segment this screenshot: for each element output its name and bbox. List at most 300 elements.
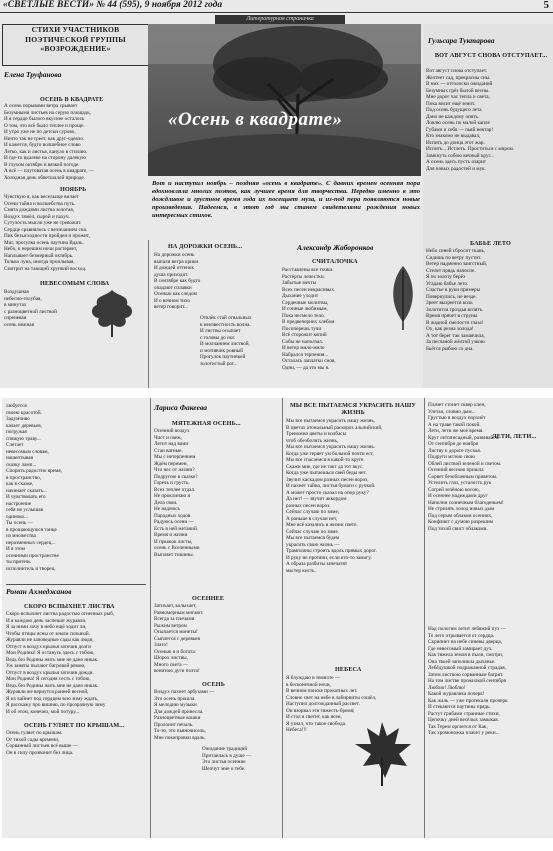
text-line: Не надеюсь (154, 506, 180, 512)
text-line: Ничто так не греет, как друг-одеяло. (4, 135, 85, 142)
text-line: А тот берег так замаячила, (426, 332, 485, 339)
text-line: Испить до донца этот жар. (426, 139, 485, 146)
text-line: О том, что всё было теплее и проще. (4, 122, 85, 129)
text-line: Замкнуть собою вечный круг... (426, 152, 494, 159)
text-line: От тихой сады времени, (6, 736, 60, 743)
text-line: Да нет! — звучит аккордом (286, 496, 347, 502)
text-line: Так Терем оргается от Как, (428, 723, 488, 730)
text-line: нашептывая (6, 455, 33, 461)
text-line: Ожидание традиций (202, 746, 248, 752)
text-line: Сутулость мысли уже не тревожит. (4, 220, 82, 226)
text-line: осень с Вселенными (154, 545, 200, 551)
text-line: Это осень прошла. (154, 695, 196, 702)
text-line: Выпляет тишины. (154, 551, 194, 558)
text-line: Небо синей сбросит ткань, (426, 248, 486, 254)
text-line: Летит над вами (154, 441, 189, 447)
text-line: И стал я светит, как ясен, (286, 714, 342, 720)
text-line: Осталась заплатки снов, (282, 358, 336, 364)
text-line: Сердце сравнялось с величанием сна. (4, 226, 88, 233)
group-title-line-2: ПОЭТИЧЕСКОЙ ГРУППЫ (25, 34, 126, 44)
text-line: Чтобы птицы ясны от земли сильный. (6, 630, 90, 637)
bottom-sheet (2, 398, 553, 838)
text-line: А образа разбиты запечатят (286, 561, 348, 567)
text-line: И сонные любимым, (282, 306, 328, 312)
text-line: Холодная день обветшалой природе. (4, 174, 85, 181)
text-line: Всё сторожит копий (282, 332, 327, 338)
author-trufanova: Елена Труфанова (4, 70, 62, 79)
text-line: Когда уже пытаешься свей беды нет. (286, 470, 367, 476)
text-line: Я мелодию музыки (154, 702, 197, 708)
text-line: Мы с нетерпением (154, 454, 196, 460)
text-line: Сидишь по ветру пустит. (426, 254, 482, 261)
poem-text-1 (4, 103, 146, 181)
text-line: в бесконечной ночи, (286, 681, 331, 688)
text-line: Уж заняты пылают багровой рекою, (6, 663, 86, 669)
text-line: ветер говорит... (154, 304, 188, 310)
text-line: Конфликт с думою разрешим (428, 519, 493, 525)
text-line: В сентябре как будто (154, 278, 201, 284)
text-line: И я каждою день заспешат журавли. (6, 617, 87, 624)
text-line: Сердечные молитвы, (282, 299, 329, 306)
text-line: душа приходит. (154, 271, 189, 278)
text-line: в минутах (4, 302, 27, 308)
text-line: Какой журавлика почерк! (428, 691, 485, 697)
text-line: Пока несмело тело. (282, 312, 326, 319)
poem-text-13 (154, 603, 274, 675)
text-line: как в сказке, (6, 481, 34, 487)
text-line: сказку ламп... (6, 461, 37, 468)
text-line: Кто знакомо не выдавал, (426, 133, 481, 139)
text-line: Посоперешь тучи (282, 325, 322, 332)
text-line: Ждём перемен, (154, 460, 188, 467)
text-line: Как тяжела земля в пыли, смотри, (428, 652, 504, 658)
text-line: погружая (6, 429, 27, 435)
text-line: Равномерным мигают. (154, 609, 204, 616)
text-line: Сорвет безоблачным приветом. (428, 473, 498, 480)
text-line: И пахнет тайна, листья бумаги с ручкой. (286, 483, 376, 489)
text-line: Я блуждаю в темноте — (286, 675, 341, 681)
poem-title-schitalochka: СЧИТАЛОЧКА (312, 258, 358, 265)
text-line: Облей листвой зеленой и светом. (428, 460, 502, 467)
text-line: И молчанием листвой, (200, 341, 250, 347)
text-line: На дорожки осень (154, 252, 195, 258)
text-line: И я этом (6, 546, 25, 552)
poem-text-10 (6, 611, 148, 715)
text-line: разных песен вороз. (286, 502, 331, 509)
text-line: мастер кисть. (286, 567, 316, 574)
poem-title-nevesomym: НЕВЕСОМЫМ СЛОВА (40, 280, 110, 287)
poem-title-osen: ОСЕНЬ (202, 681, 225, 688)
divider (6, 584, 146, 585)
text-line: Всех песен некрасивых. (282, 286, 336, 293)
text-line: Я узнал, что такое свобода. (286, 720, 347, 727)
text-line: Счастье в руки примеры (426, 287, 481, 293)
text-line: Что нес от жизни? (154, 467, 195, 473)
text-line: золотистый рог... (200, 360, 238, 367)
text-line: в прощающуюся танце (6, 526, 57, 533)
text-line: себя не услышав (6, 507, 43, 513)
text-line: Смята дождями листва золотая, (4, 207, 75, 213)
text-line: исполнитель и творец. (6, 565, 56, 572)
group-title-line-1: СТИХИ УЧАСТНИКОВ (31, 25, 120, 34)
text-line: Наплывает безмерный октябрь. (4, 252, 74, 259)
author-zhaboronkov: Александр Жаборонков (297, 243, 374, 252)
text-line: Парадных ходов. (154, 512, 192, 519)
poem-text-19 (428, 626, 552, 737)
text-line: Для новых радостей и мук. (426, 165, 486, 172)
poem-text-2 (4, 194, 146, 272)
text-line: А всё — плутоватая осень в квадрате, — (4, 168, 94, 174)
author-akhmedzhanov: Роман Ахмеджанов (6, 587, 72, 596)
text-line: Это листья осенние (202, 759, 246, 765)
text-line: Пока висит ещё зенит. (426, 100, 476, 107)
text-line: Испить... Истлеть. Проститься с миром. (426, 146, 515, 152)
text-line: Спорить радостно время, (6, 468, 62, 474)
text-line: Люблю! Люблю! (428, 684, 466, 691)
text-line: Пик безысходности пройден и прожит, (4, 233, 90, 239)
text-line: И ветер мило-мило (282, 345, 325, 351)
text-line: От сентября до ноября (428, 441, 479, 447)
text-line: А осень здесь пусть озарит (426, 159, 487, 165)
divider (424, 398, 425, 838)
text-line: Дела свои. (154, 499, 178, 506)
text-line: Листву к дороге пуская. (428, 447, 482, 454)
text-line: Губами и себя — пьяй нектар! (426, 126, 494, 133)
text-line: Собы не наползал. (282, 338, 324, 345)
text-line: Лети, лети же моё время. (428, 428, 484, 434)
text-line: Воздух пахнет арбузами — (154, 689, 215, 695)
text-line: любуется (6, 403, 27, 409)
text-line: Всех теплее отдал. (154, 486, 196, 493)
text-line: Ведь без Родины жить мне не дано никак. (6, 656, 99, 663)
text-line: Не проклинаю я (154, 493, 190, 499)
text-line: В предвечерних хлебом (282, 319, 335, 325)
poem-text-5 (200, 315, 280, 367)
text-line: Расставлены все точки. (282, 267, 334, 273)
text-line: Чист и свеж, (154, 434, 182, 441)
text-line: Под осень будущего лета (426, 107, 482, 113)
text-line: Угадаю бабье лето. (426, 280, 469, 287)
group-title-box (2, 24, 149, 66)
text-line: венитою дуги поэта! (154, 668, 200, 674)
text-line: И об этом, конечно, мой потуру... (6, 708, 80, 715)
text-line: И стекаются паутины прядь. (428, 704, 491, 710)
text-line: Ловлю осень по малой капле (426, 120, 490, 126)
poem-title-osennee: ОСЕННЕЕ (192, 595, 225, 602)
autumn-tree-photo (148, 24, 421, 176)
text-line: Осенний воздух (154, 428, 190, 434)
oak-leaf-icon (85, 285, 140, 340)
text-line: Пролонит печаль. (154, 721, 194, 728)
text-line: Она твоей заполнила дыханье. (428, 658, 496, 665)
text-line: Дано не каждому опять. (426, 113, 480, 120)
text-line: Осень гуляет по крышам. (6, 730, 63, 736)
text-line: Небеса!!! (286, 727, 307, 733)
text-line: Набрался терпения... (282, 351, 329, 358)
text-line: Радуюсь осени — (154, 519, 194, 525)
text-line: Время прячет в струны (426, 313, 478, 319)
text-line: Мне покопровки вдаль. (154, 734, 206, 741)
text-line: Лебёдушкой подражанной страдая, (428, 665, 506, 671)
text-line: В вечном поиске прокатных лет. (286, 688, 358, 694)
text-line: Дыхание уходит (282, 293, 319, 299)
text-line: Много света — (154, 661, 189, 668)
text-line: И я сердце былого вкуснее осталось (4, 116, 85, 122)
text-line: Стелет прядь напоспе. (426, 267, 476, 274)
text-line: Есть в ней метаний. (154, 525, 199, 532)
text-line: Плачет стонет сквер клен, (428, 402, 486, 408)
text-line: Грустью в воздух порхнёт (428, 415, 486, 421)
text-line: Мы все пытаемся будем (286, 535, 340, 541)
text-line: Безумными листьев на серую площадь, (4, 109, 91, 116)
text-line: Подруги мглою свою (428, 454, 475, 460)
poem-title-my-vse-pytaemsya: МЫ ВСЕ ПЫТАЕМСЯ УКРАСИТЬ НАШУ ЖИЗНЬ (289, 402, 417, 416)
maple-leaf-icon (347, 718, 417, 788)
text-line: Повернулись, не везде. (426, 293, 477, 300)
text-line: Я их кайнет под сердцем всю зиму ждать, (6, 695, 99, 702)
text-line: Мои Родины! Я останусь здесь с тобою, (6, 650, 95, 656)
text-line: украсить свою жизнь — (286, 541, 340, 548)
text-line: А может просто сказал на опор руку? (286, 489, 369, 496)
text-line: На том листве прожилкой сентября (428, 678, 506, 684)
text-line: И осеннее надеждами друг (428, 493, 488, 499)
text-line: Ох, как резна холода! (426, 326, 474, 332)
poem-text-4 (154, 252, 249, 311)
photo-title: «Осень в квадрате» (168, 109, 343, 130)
text-line: Подругою в сказке? (154, 473, 198, 480)
poem-text-16 (286, 418, 421, 574)
text-line: Только луна, иногда проплывая, (4, 259, 75, 265)
text-line: Под серым облаком осенних, (428, 512, 493, 519)
divider (282, 398, 283, 838)
text-line: Растут грибами странные стихи, (428, 710, 500, 717)
text-line: Осенью как следом (154, 291, 197, 297)
text-line: небесно-голубая, (4, 295, 42, 302)
poem-text-18 (428, 402, 552, 532)
text-line: сиреневая (4, 315, 27, 321)
text-line: Всегда за плечами (154, 616, 195, 622)
poem-text-3 (4, 289, 74, 328)
text-line: Треножно цветы и колбасы (286, 431, 347, 437)
text-line: Шепчут мне о тебе. (202, 765, 246, 772)
text-line: В цветах атональный раскорох альпийский, (286, 424, 383, 431)
text-line: Прогулок паутинкой (200, 354, 246, 360)
poem-title-osen-gulyaet: ОСЕНЬ ГУЛЯЕТ ПО КРЫШАМ... (24, 722, 125, 729)
text-line: Воздушная (4, 289, 29, 295)
text-line: Осени тайна и волшебства путь. (4, 200, 76, 207)
newspaper-title: «СВЕТЛЫЕ ВЕСТИ» № 44 (595), 9 ноября 2012 года (3, 0, 223, 10)
text-line: Осенью я и богата: (154, 648, 197, 655)
text-line: Забытые мечты (282, 280, 317, 286)
poem-text-11 (6, 730, 148, 756)
text-line: Мы все пытаемся украсить нашу жизнь, (286, 418, 376, 424)
poem-text-7 (426, 68, 551, 172)
poem-title-osen-v-kvadrate: ОСЕНЬ В КВАДРАТЕ (40, 96, 104, 103)
text-line: А осень порывами ветра срывает (4, 103, 78, 109)
text-line: Безумных грёз былой весны. (426, 87, 490, 94)
text-line: И о вечном тихо (154, 297, 191, 304)
text-line: И листвы осыпает (200, 328, 241, 334)
text-line: Скоро вспыхнет листва радостью огненных рыб, (6, 611, 115, 617)
text-line: А раньше в случаи нет, (286, 515, 338, 522)
divider (150, 398, 151, 838)
text-line: Слетает (6, 442, 24, 448)
text-line: Скажи мне, где не такт да тот вкус. (286, 463, 364, 470)
poem-title-skoro-vspykhnet: СКОРО ВСПЫХНЕТ ЛИСТВА (24, 603, 115, 610)
text-line: Устелить глаз, усталость рук (428, 480, 492, 486)
text-line: Мои Родина! Я сегодня сесть с тобою, (6, 676, 91, 682)
poem-title-babe-leto: БАБЬЕ ЛЕТО (470, 240, 511, 247)
text-line: Когда уже теряет ум больной почти ест, (286, 450, 374, 457)
group-title-line-3: «ВОЗРОЖДЕНИЕ» (40, 44, 111, 53)
text-line: неразменных сердец... (6, 539, 56, 546)
text-line: Круг летописадный, развевайся. (428, 434, 500, 441)
text-line: Осыпается монеты! (154, 629, 198, 635)
text-line: Для дождей принесла. (154, 708, 204, 715)
text-line: В них — отголоски ожиданий (426, 81, 493, 87)
poem-text-8 (426, 248, 551, 352)
text-line: Злато! (154, 642, 168, 648)
text-line: Улетая, словно дым... (428, 408, 476, 415)
text-line: Мне дорог час тепла и света, (426, 94, 490, 100)
text-line: И руку не протяни, если кто-то замогу. (286, 554, 372, 561)
text-line: Чувствую я, как весельице вилает (4, 194, 79, 200)
text-line: Скрипнет на небе синевы дверца, (428, 639, 503, 645)
text-line: Трамплины строить вдоль прямых дорог. (286, 548, 377, 554)
text-line: Он в силу прозвонит без лица. (6, 749, 74, 756)
text-line: Над пологим летит лебяжий пух — (428, 626, 507, 632)
text-line: Так хромоножка плачет у реки... (428, 730, 500, 736)
text-line: Затихает, колыхает, (154, 603, 197, 609)
text-line: Сейчас случаю по зиме. (286, 528, 340, 535)
text-line: Шорох листвы, (154, 655, 188, 661)
text-line: в пространство, (6, 474, 42, 481)
text-line: Мне всё казались в жизни свете. (286, 522, 358, 528)
text-line: Затем листвою сорванным багрит. (428, 671, 504, 678)
text-line: невесомым словам, (6, 448, 49, 455)
poem-title-nebesa: НЕБЕСА (335, 666, 362, 673)
text-line: И чувствовать его (6, 494, 46, 500)
text-line: Отвлёк стай отвальных (200, 315, 252, 321)
text-line: Разноцветные кошки (154, 715, 201, 721)
text-line: Зреет вызреется коль (426, 300, 473, 306)
text-line: Легко, как и листья, кануло в стихию. (4, 148, 88, 155)
text-line: Воздух тяжёл, сырой и пахуч. (4, 213, 70, 220)
text-line: И кажется, будто волшебное слово (4, 142, 81, 148)
page-number: 5 (543, 0, 549, 11)
text-line: чтоб обезболить жизнь, (286, 437, 339, 444)
divider (148, 240, 149, 388)
text-line: осенними пространстве (6, 552, 59, 559)
text-line: Отпуст в воздух крылья заточив дожди. (6, 669, 94, 676)
text-line: Я по золоту берёз (426, 274, 465, 280)
text-line: с разноцветной листвой (4, 308, 57, 315)
text-line: осень нежная (4, 321, 34, 328)
text-line: Сорванный листьев всё выше — (6, 743, 78, 749)
text-line: То лето отрывается от сердца. (428, 632, 495, 639)
sheet-gap (0, 388, 553, 398)
text-line: И утро уже не по детски сурово, (4, 129, 76, 135)
text-line: Цепочку дней весёлых замыкая. (428, 717, 499, 723)
text-line: Не стрелять холод новых дым (428, 506, 495, 512)
text-line: И прыжок листы, (154, 538, 193, 545)
poem-title-na-dorozhki: НА ДОРОЖКИ ОСЕНЬ... (168, 243, 243, 250)
poem-title-leti-leti: ЛЕТИ, ЛЕТИ... (492, 433, 537, 440)
text-line: Сыплется с деревьев (154, 635, 200, 642)
text-line: из множества (6, 533, 36, 539)
text-line: Как жаль — уже протекали прочерк (428, 697, 508, 704)
text-line: Желтеет сад, прекрасны сны. (426, 74, 491, 81)
text-line: в неизвестность волна. (200, 321, 251, 328)
text-line: спящую траву... (6, 435, 41, 442)
text-line: Под тихой свист облаками. (428, 525, 488, 532)
text-line: Осенний весною пришла (428, 467, 484, 473)
text-line: Миг, прогулка осень паутина Вдаль. (4, 239, 84, 246)
poem-title-myatezhnaya: МЯТЕЖНАЯ ОСЕНЬ... (172, 420, 241, 427)
text-line: Наступил долгожданный рассвет. (286, 701, 360, 707)
text-line: Я расскажу про вишню, по прозрачную зиму (6, 702, 106, 708)
intro-text: Вот и наступил ноябрь – поздняя «осень в квадрате». С давних времен осенняя пора вдохновляла многих поэтов, как лучшее время для творчества. Нередко именно в это дождливое и грустное время года их посещает муза, и из-под пера появляются новые произведения. Надеемся, в этот год мы станем свидетелями рождения новых интересных стихов. (152, 180, 420, 219)
newspaper-header (0, 0, 553, 13)
text-line: Рыжим ветром (154, 622, 187, 629)
text-line: То-то, это пьяночисель, (154, 728, 206, 734)
text-line: Задумчиво (6, 416, 30, 422)
text-line: Согрей зелёною косою, (428, 486, 480, 493)
text-line: За песчаной жёлтой узкою (426, 339, 485, 345)
text-line: Золотится гроздья вспять. (426, 306, 484, 313)
text-line: Ведь без Родины жить мне не дано никак. (6, 682, 99, 689)
text-line: Отпуст в воздух крылья заточив долги (6, 643, 91, 650)
text-line: и мотивчик ровный (200, 347, 244, 354)
text-line: Журавли не заповедные сады как люди, (6, 637, 94, 643)
text-line: настроение (6, 500, 32, 507)
text-line: Время и жизни (154, 532, 188, 538)
author-tuktarova: Гульсара Туктарова (428, 36, 495, 45)
text-line: Где невесомый замирает дух. (428, 645, 493, 652)
poem-title-noyabr: НОЯБРЬ (60, 186, 87, 193)
text-line: одиноко... (6, 513, 28, 520)
leaf-icon (383, 262, 423, 332)
section-tag: Литературная страничка (215, 15, 345, 24)
text-line: Мы все спасаемся в какой-то круге. (286, 457, 365, 463)
poem-text-14 (154, 689, 274, 741)
text-line: Растёрты лепестки. (282, 273, 325, 280)
author-fakeeva: Лариса Факеева (154, 403, 207, 412)
poem-text-9 (6, 403, 146, 572)
text-line: выпали ветра крики (154, 258, 199, 265)
text-line: ты притечь (6, 559, 31, 565)
text-line: Он взорвал эти тяжесть-бремя; (286, 707, 355, 714)
text-line: В глухом октябре и вязкой погоде. (4, 161, 80, 168)
text-line: Горечь и грусть. (154, 480, 190, 486)
poem-title-vot-avgust: ВОТ АВГУСТ СНОВА ОТСТУПАЕТ... (434, 52, 548, 59)
poem-text-12 (154, 428, 274, 558)
text-line: Словно свет на небе в лабиринты сошёл, (286, 694, 377, 701)
text-line: Ты осень — (6, 520, 33, 526)
text-line: Одни, — да это мы я. (282, 364, 330, 371)
text-line: Сейчас случаю по зиме, (286, 509, 340, 515)
top-sheet (0, 0, 553, 388)
text-line: И где-то вдалеке на сторону далекую (4, 155, 86, 161)
text-line: Притаилась в душе — (202, 752, 252, 759)
text-line: Журавли же вернутся ранней весной, (6, 689, 89, 695)
text-line: Ветер надменно заигстный, (426, 261, 488, 267)
text-line: Небо, к нерешим ночи растеряет, (4, 246, 78, 252)
text-line: Стаи ватные. (154, 447, 183, 454)
text-line: с головы до ног. (200, 334, 236, 341)
text-line: качает деревьев, (6, 422, 43, 429)
text-line: Звучит каскадом разных песен вороз, (286, 476, 369, 483)
